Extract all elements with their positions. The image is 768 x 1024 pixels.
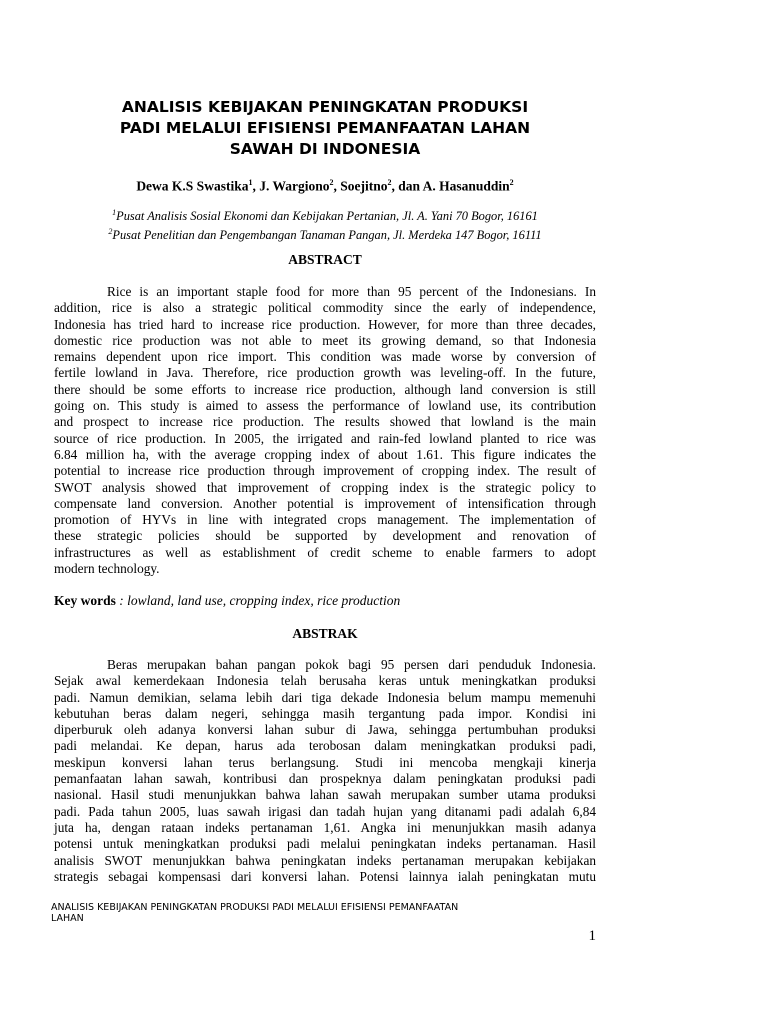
affiliation-text: Pusat Analisis Sosial Ekonomi dan Kebijakan Pertanian, Jl. A. Yani 70 Bogor, 16161 [116, 209, 538, 224]
author-affiliation-mark: 2 [509, 178, 514, 187]
keywords [54, 593, 596, 609]
affiliation-mark: 2 [108, 227, 113, 237]
title-line-1: ANALISIS KEBIJAKAN PENINGKATAN PRODUKSI [121, 98, 529, 116]
text-line: padi. Pada tahun 2005, luas sawah irigasi dan tadah hujan yang ditanami padi adalah 6,84 [54, 803, 596, 819]
text-line: these strategic policies should be supported by development and renovation of [54, 528, 596, 544]
text-line: strategis sebagai kompensasi dari konversi lahan. Potensi lainnya ialah peningkatan mutu [54, 868, 596, 884]
abstrak-paragraph [54, 657, 596, 885]
text-line: potential to increase rice production through improvement of cropping index. The result of [54, 463, 596, 479]
keywords-value: : lowland, land use, cropping index, rice production [115, 593, 401, 608]
affiliation-text: Pusat Penelitian dan Pengembangan Tanaman Pangan, Jl. Merdeka 147 Bogor, 16111 [112, 228, 542, 243]
author-name: Dewa K.S Swastika [136, 178, 249, 194]
text-line: Rice is an important staple food for more than 95 percent of the Indonesians. In [107, 284, 596, 299]
abstract-heading: ABSTRACT [288, 252, 362, 267]
page-number: 1 [588, 928, 596, 944]
text-line: Indonesia has tried hard to increase rice production. However, for more than three decades, [54, 316, 596, 332]
footer-line-1: ANALISIS KEBIJAKAN PENINGKATAN PRODUKSI PADI MELALUI EFISIENSI PEMANFAATAN [51, 902, 459, 913]
paper-title [54, 97, 596, 160]
abstract-paragraph [54, 284, 596, 577]
author-list [54, 174, 596, 196]
text-line: diperburuk oleh adanya konversi lahan subur di Jawa, sehingga pertumbuhan produksi [54, 722, 596, 738]
affiliation-mark: 1 [112, 208, 117, 217]
text-line: juta ha, dengan rataan indeks pertanaman 1,61. Angka ini menunjukkan masih adanya [54, 819, 596, 835]
footer-line-2: LAHAN [51, 913, 84, 924]
text-line: compensate land conversion. Another potential is improvement of intensification through [54, 495, 596, 511]
text-line: nasional. Hasil studi menunjukkan bahwa lahan sawah merupakan sumber utama produksi [54, 787, 596, 803]
affiliation-line [54, 224, 596, 243]
running-footer [51, 902, 521, 924]
affiliations [54, 205, 596, 243]
text-line: 6.84 million ha, with the average cropping index of about 1.61. This figure indicates the [54, 446, 596, 462]
text-line: padi melandai. Ke depan, harus ada terobosan dalam meningkatkan produksi padi, [54, 738, 596, 754]
text-line: going on. This study is aimed to assess the performance of lowland use, its contribution [54, 398, 596, 414]
keywords-label: Key words [54, 593, 116, 608]
text-line: Beras merupakan bahan pangan pokok bagi 95 persen dari penduduk Indonesia. [107, 657, 596, 672]
author-separator: , dan [391, 178, 423, 194]
author-affiliation-mark: 2 [387, 178, 392, 187]
title-line-3: SAWAH DI INDONESIA [229, 140, 421, 158]
author-name: J. Wargiono [259, 178, 330, 194]
text-line: potensi untuk meningkatkan produksi padi melalui peningkatan indeks pertanaman. Hasil [54, 836, 596, 852]
text-line: meskipun konversi lahan terus berlangsung. Studi ini mencoba mengkaji kinerja [54, 754, 596, 770]
text-line: padi. Namun demikian, selama lebih dari tiga dekade Indonesia belum mampu memenuhi [54, 689, 596, 705]
author-separator: , [252, 178, 260, 194]
text-line: Sejak awal kemerdekaan Indonesia telah berusaha keras untuk meningkatkan produksi [54, 673, 596, 689]
author-name: A. Hasanuddin [422, 178, 510, 194]
author-name: Soejitno [340, 178, 388, 194]
text-line: promotion of HYVs in line with integrated crops management. The implementation of [54, 512, 596, 528]
text-line: source of rice production. In 2005, the irrigated and rain-fed lowland planted to rice was [54, 430, 596, 446]
text-line: and prospect to increase rice production. The results showed that lowland is the main [54, 414, 596, 430]
abstrak-heading: ABSTRAK [292, 626, 358, 641]
text-line: pemanfaatan lahan sawah, kontribusi dan prospeknya dalam peningkatan produksi padi [54, 771, 596, 787]
text-line: SWOT analysis showed that improvement of cropping index is the strategic policy to [54, 479, 596, 495]
affiliation-line [54, 205, 596, 224]
text-line: addition, rice is also a strategic political commodity since the early of independence, [54, 300, 596, 316]
text-line: remains dependent upon rice import. This condition was made worse by conversion of [54, 349, 596, 365]
author-affiliation-mark: 2 [329, 178, 334, 187]
text-line: fertile lowland in Java. Therefore, rice production growth was leveling-off. In the future, [54, 365, 596, 381]
text-line: kebutuhan beras dalam negeri, sehingga masih tergantung pada impor. Kondisi ini [54, 705, 596, 721]
author-separator: , [333, 178, 341, 194]
title-line-2: PADI MELALUI EFISIENSI PEMANFAATAN LAHAN [119, 119, 531, 137]
text-line: domestic rice production was not able to meet its growing demand, so that Indonesia [54, 332, 596, 348]
text-line: there should be some efforts to increase rice production, although land conversion is still [54, 381, 596, 397]
text-line: analisis SWOT menunjukkan bahwa peningkatan indeks pertanaman merupakan kebijakan [54, 852, 596, 868]
text-line: modern technology. [54, 561, 160, 577]
author-affiliation-mark: 1 [248, 178, 253, 187]
text-line: infrastructures as well as establishment of credit scheme to enable farmers to adopt [54, 544, 596, 560]
